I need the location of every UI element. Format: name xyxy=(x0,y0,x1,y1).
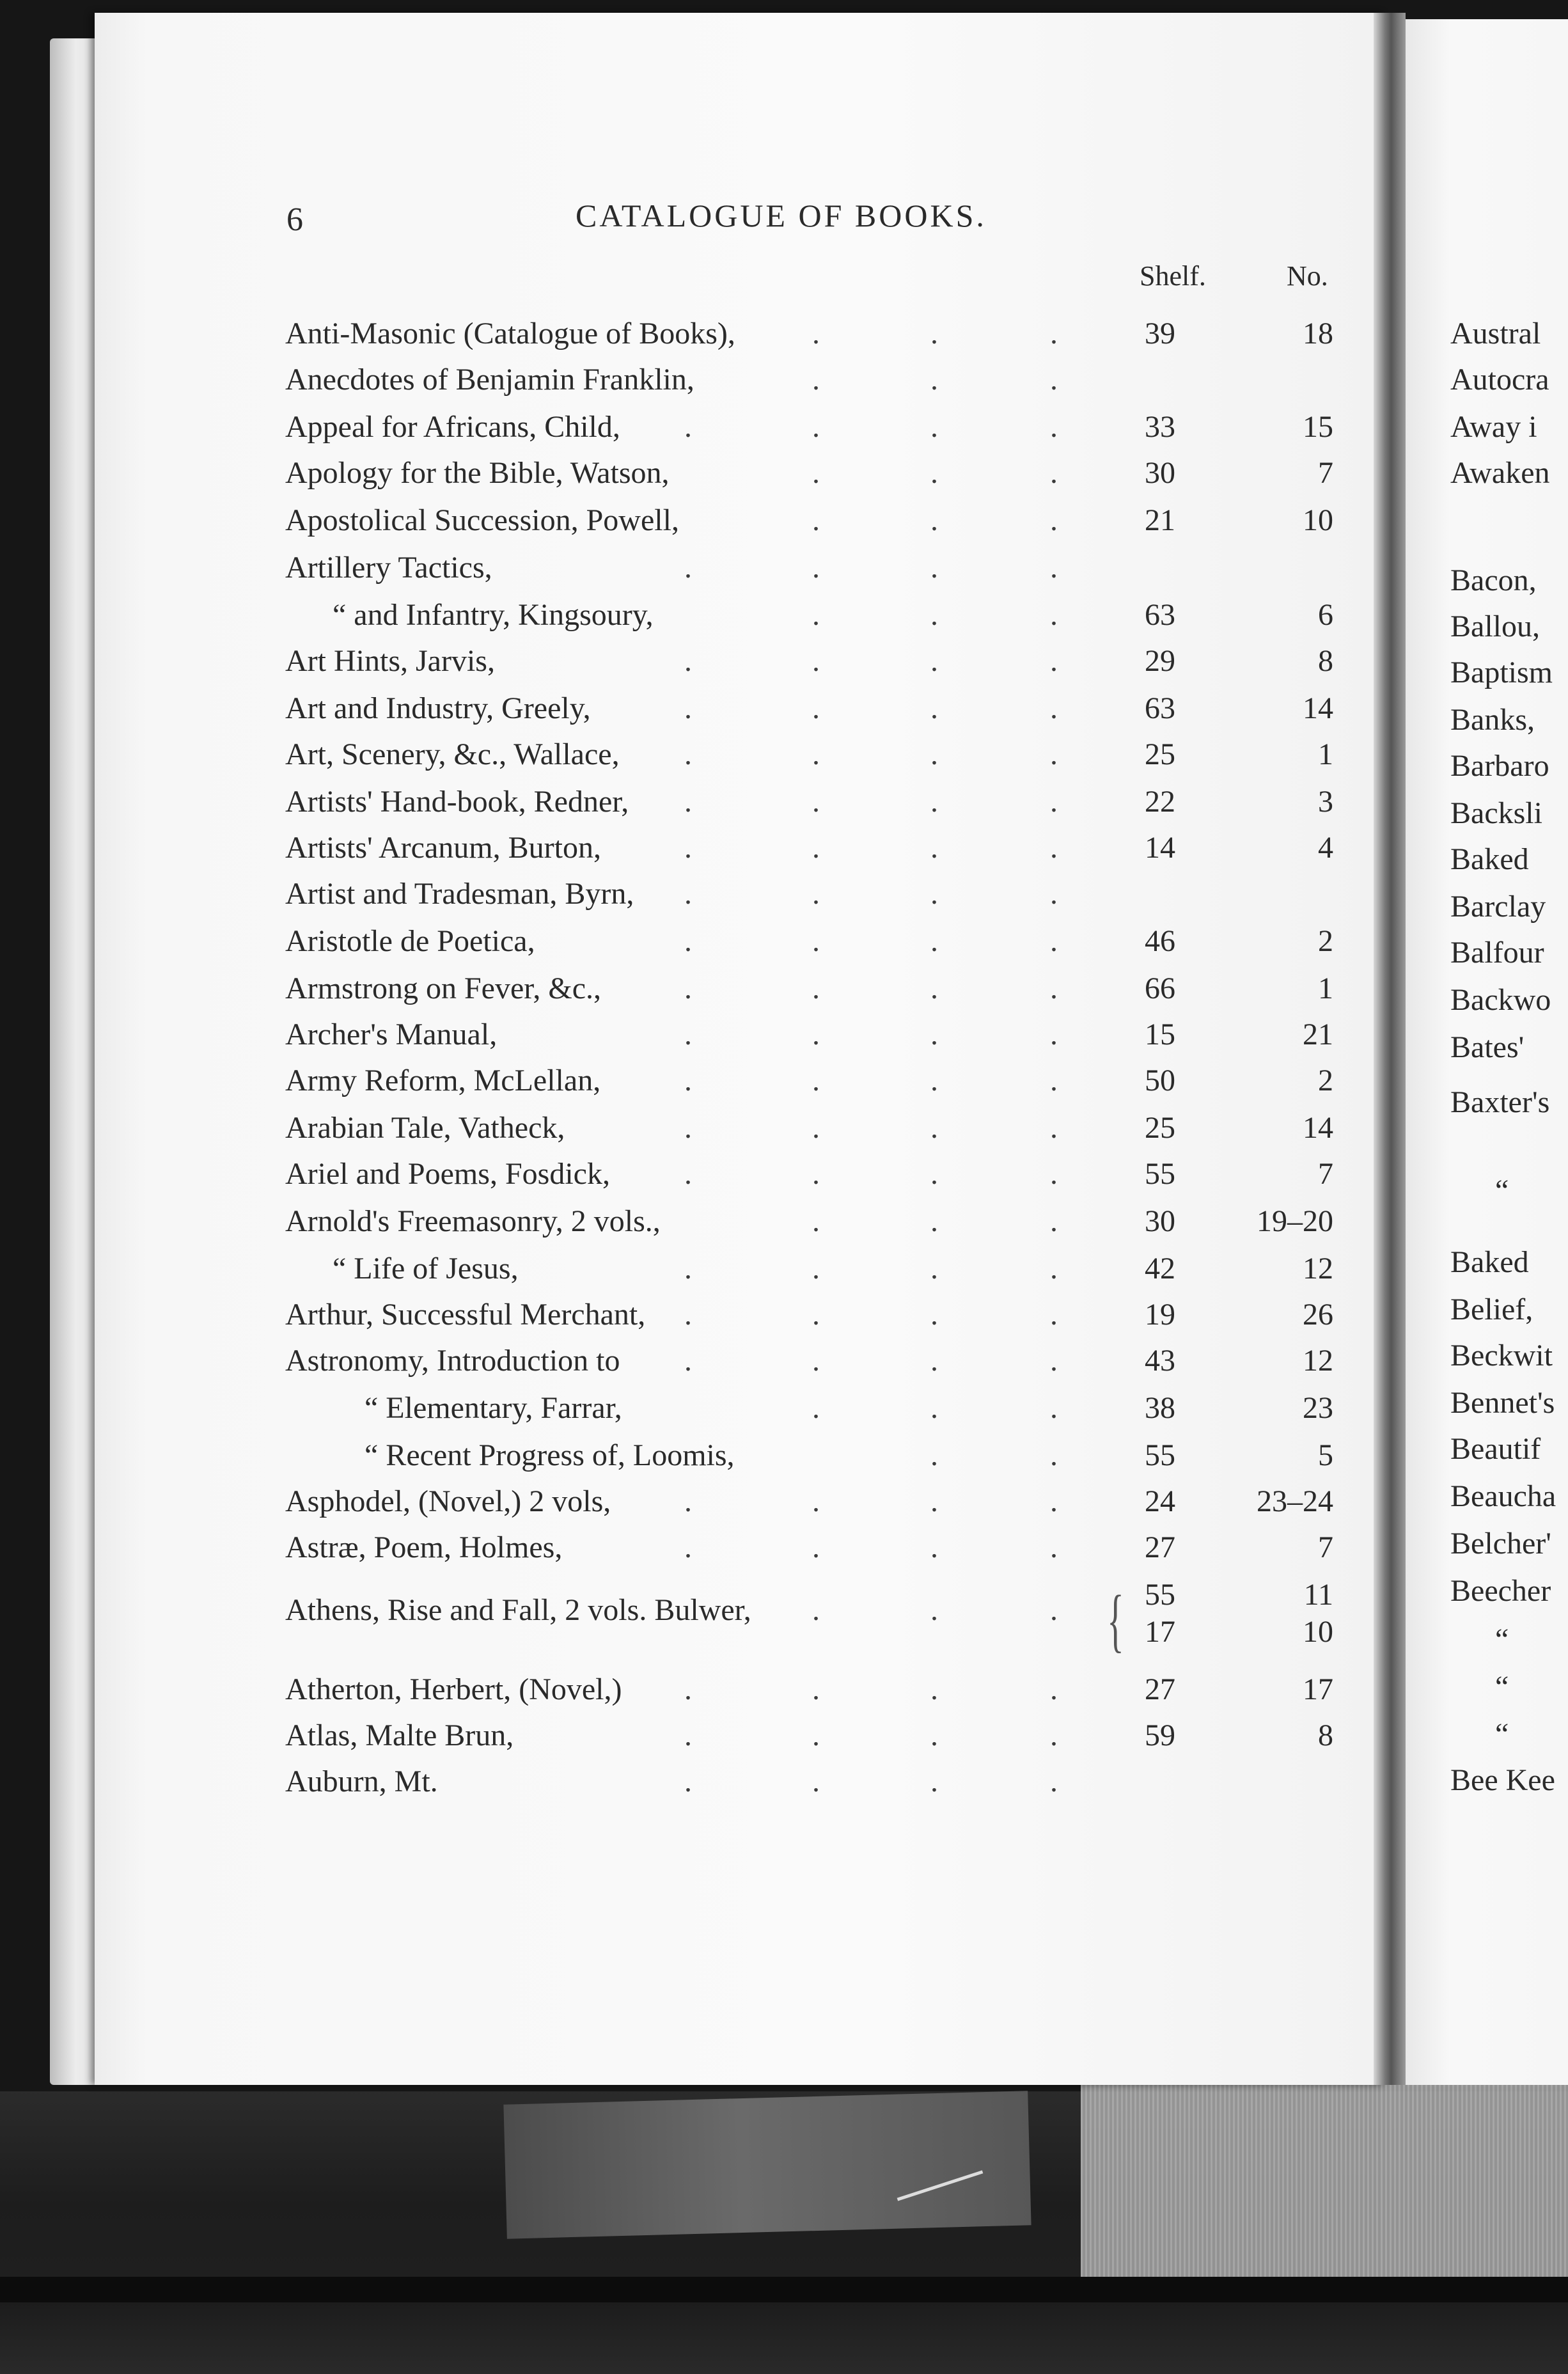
leader-dot: . xyxy=(1050,1018,1058,1051)
leader-dot: . xyxy=(812,785,820,819)
facing-entry: Beecher xyxy=(1450,1574,1551,1608)
leader-dot: . xyxy=(930,1438,938,1472)
leader-dot: . xyxy=(684,1344,692,1378)
dark-bar xyxy=(0,2277,1568,2302)
leader-dot: . xyxy=(930,1204,938,1238)
entry-shelf: 42 xyxy=(1145,1252,1175,1285)
leader-dot: . xyxy=(930,877,938,911)
floor-strip xyxy=(0,2302,1568,2374)
catalogue-entry xyxy=(0,1578,1407,1649)
leader-dot: . xyxy=(1050,831,1058,865)
leader-dot: . xyxy=(684,1530,692,1564)
leader-dot: . xyxy=(930,691,938,725)
entry-number: 21 xyxy=(1303,1018,1333,1051)
entry-shelf: 30 xyxy=(1145,456,1175,490)
facing-entry: Baked xyxy=(1450,1245,1529,1279)
leader-dot: . xyxy=(1050,1438,1058,1472)
entry-title: Appeal for Africans, Child, xyxy=(285,410,620,444)
entry-title: Asphodel, (Novel,) 2 vols, xyxy=(285,1484,611,1518)
entry-title: Arnold's Freemasonry, 2 vols., xyxy=(285,1204,661,1238)
leader-dot: . xyxy=(1050,1484,1058,1518)
wooden-board xyxy=(503,2091,1031,2238)
entry-number-second: 10 xyxy=(1303,1615,1333,1649)
entry-title: Armstrong on Fever, &c., xyxy=(285,971,601,1005)
catalogue-entry xyxy=(0,1343,1407,1381)
leader-dot: . xyxy=(1050,598,1058,632)
facing-entry: “ xyxy=(1495,1623,1509,1656)
leader-dot: . xyxy=(684,1718,692,1752)
page-number: 6 xyxy=(286,201,303,238)
catalogue-entry xyxy=(0,1156,1407,1195)
leader-dot: . xyxy=(684,1298,692,1332)
leader-dot: . xyxy=(812,1484,820,1518)
catalogue-entry xyxy=(0,1718,1407,1756)
leader-dot: . xyxy=(684,971,692,1005)
leader-dot: . xyxy=(1050,644,1058,678)
entry-shelf: 25 xyxy=(1145,737,1175,771)
entry-title: Atherton, Herbert, (Novel,) xyxy=(285,1672,622,1706)
entry-number: 5 xyxy=(1318,1438,1333,1472)
catalogue-entry xyxy=(0,597,1407,636)
entry-shelf: 24 xyxy=(1145,1484,1175,1518)
facing-entry: “ xyxy=(1495,1670,1509,1704)
leader-dot: . xyxy=(684,737,692,771)
leader-dot: . xyxy=(684,1064,692,1097)
entry-number: 17 xyxy=(1303,1672,1333,1706)
entry-number: 23 xyxy=(1303,1391,1333,1425)
entry-title: “ Recent Progress of, Loomis, xyxy=(365,1438,735,1472)
catalogue-entry xyxy=(0,455,1407,494)
leader-dot: . xyxy=(1050,785,1058,819)
entry-number: 1 xyxy=(1318,971,1333,1005)
entry-shelf: 55 xyxy=(1145,1438,1175,1472)
leader-dot: . xyxy=(1050,410,1058,444)
entry-title: Artists' Arcanum, Burton, xyxy=(285,831,601,865)
leader-dot: . xyxy=(930,1252,938,1285)
entry-shelf: 55 xyxy=(1145,1578,1175,1612)
leader-dot: . xyxy=(812,1718,820,1752)
entry-number: 1 xyxy=(1318,737,1333,771)
leader-dot: . xyxy=(812,456,820,490)
entry-number: 14 xyxy=(1303,1111,1333,1145)
leader-dot: . xyxy=(812,1344,820,1378)
leader-dot: . xyxy=(930,1718,938,1752)
entry-title: Astræ, Poem, Holmes, xyxy=(285,1530,563,1564)
leader-dot: . xyxy=(812,924,820,958)
entry-title: Apology for the Bible, Watson, xyxy=(285,456,670,490)
entry-title: Athens, Rise and Fall, 2 vols. Bulwer, xyxy=(285,1593,751,1627)
facing-entry: Ballou, xyxy=(1450,609,1540,643)
leader-dot: . xyxy=(930,1344,938,1378)
entry-title: Ariel and Poems, Fosdick, xyxy=(285,1157,610,1191)
entry-title: Auburn, Mt. xyxy=(285,1765,438,1798)
entry-number: 2 xyxy=(1318,924,1333,958)
facing-entry: Baptism xyxy=(1450,656,1553,689)
catalogue-entry xyxy=(0,316,1407,354)
leader-dot: . xyxy=(930,1530,938,1564)
entry-shelf: 38 xyxy=(1145,1391,1175,1425)
entry-number: 12 xyxy=(1303,1344,1333,1378)
entry-number: 8 xyxy=(1318,1718,1333,1752)
leader-dot: . xyxy=(812,1593,820,1627)
catalogue-entry xyxy=(0,1438,1407,1476)
leader-dot: . xyxy=(930,644,938,678)
leader-dot: . xyxy=(1050,1204,1058,1238)
leader-dot: . xyxy=(684,1672,692,1706)
entry-number: 6 xyxy=(1318,598,1333,632)
entry-shelf: 27 xyxy=(1145,1672,1175,1706)
leader-dot: . xyxy=(1050,363,1058,397)
leader-dot: . xyxy=(684,551,692,585)
leader-dot: . xyxy=(812,1672,820,1706)
catalogue-entry xyxy=(0,503,1407,541)
entry-number: 2 xyxy=(1318,1064,1333,1097)
entry-number: 26 xyxy=(1303,1298,1333,1332)
catalogue-entry xyxy=(0,691,1407,729)
leader-dot: . xyxy=(930,1018,938,1051)
leader-dot: . xyxy=(930,971,938,1005)
entry-shelf: 63 xyxy=(1145,598,1175,632)
leader-dot: . xyxy=(930,1672,938,1706)
entry-number: 7 xyxy=(1318,1157,1333,1191)
facing-entry: Away i xyxy=(1450,410,1537,444)
entry-title: Apostolical Succession, Powell, xyxy=(285,503,679,537)
leader-dot: . xyxy=(1050,877,1058,911)
leader-dot: . xyxy=(930,785,938,819)
facing-entry: Baxter's xyxy=(1450,1085,1550,1119)
leader-dot: . xyxy=(812,971,820,1005)
catalogue-entry xyxy=(0,876,1407,915)
leader-dot: . xyxy=(812,1252,820,1285)
facing-entry: Bee Kee xyxy=(1450,1763,1555,1797)
catalogue-entry xyxy=(0,924,1407,962)
leader-dot: . xyxy=(930,1593,938,1627)
leader-dot: . xyxy=(812,551,820,585)
leader-dot: . xyxy=(930,1484,938,1518)
leader-dot: . xyxy=(684,1252,692,1285)
entry-number: 18 xyxy=(1303,317,1333,350)
entry-shelf: 39 xyxy=(1145,317,1175,350)
entry-number: 14 xyxy=(1303,691,1333,725)
catalogue-entry xyxy=(0,1110,1407,1149)
leader-dot: . xyxy=(930,551,938,585)
leader-dot: . xyxy=(812,1111,820,1145)
facing-entry: Balfour xyxy=(1450,936,1544,970)
catalogue-entry xyxy=(0,830,1407,869)
catalogue-entry xyxy=(0,550,1407,588)
leader-dot: . xyxy=(812,1204,820,1238)
entry-title: Artillery Tactics, xyxy=(285,551,492,585)
leader-dot: . xyxy=(684,1484,692,1518)
entry-number: 3 xyxy=(1318,785,1333,819)
leader-dot: . xyxy=(812,1765,820,1798)
entry-title: Art Hints, Jarvis, xyxy=(285,644,495,678)
facing-entry: Barbaro xyxy=(1450,749,1549,783)
entry-title: Artist and Tradesman, Byrn, xyxy=(285,877,634,911)
leader-dot: . xyxy=(930,831,938,865)
entry-shelf: 14 xyxy=(1145,831,1175,865)
leader-dot: . xyxy=(930,317,938,350)
leader-dot: . xyxy=(1050,691,1058,725)
leader-dot: . xyxy=(1050,1111,1058,1145)
catalogue-entry xyxy=(0,1672,1407,1710)
leader-dot: . xyxy=(684,1018,692,1051)
entry-number: 8 xyxy=(1318,644,1333,678)
entry-title: “ and Infantry, Kingsoury, xyxy=(333,598,654,632)
entry-title: Arthur, Successful Merchant, xyxy=(285,1298,646,1332)
facing-entry: Bates' xyxy=(1450,1030,1525,1064)
leader-dot: . xyxy=(1050,1391,1058,1425)
entry-shelf-second: 17 xyxy=(1145,1615,1175,1649)
entry-number: 4 xyxy=(1318,831,1333,865)
leader-dot: . xyxy=(812,598,820,632)
facing-entry: Awaken xyxy=(1450,456,1550,490)
leader-dot: . xyxy=(812,317,820,350)
leader-dot: . xyxy=(684,831,692,865)
entry-shelf: 46 xyxy=(1145,924,1175,958)
entry-number: 7 xyxy=(1318,1530,1333,1564)
leader-dot: . xyxy=(812,503,820,537)
facing-entry: Beautif xyxy=(1450,1432,1541,1466)
leader-dot: . xyxy=(1050,1765,1058,1798)
brace-mark: { xyxy=(1107,1581,1124,1659)
catalogue-entry xyxy=(0,362,1407,400)
leader-dot: . xyxy=(930,598,938,632)
entry-shelf: 50 xyxy=(1145,1064,1175,1097)
entry-shelf: 25 xyxy=(1145,1111,1175,1145)
leader-dot: . xyxy=(930,503,938,537)
leader-dot: . xyxy=(812,363,820,397)
entry-number: 15 xyxy=(1303,410,1333,444)
entry-shelf: 43 xyxy=(1145,1344,1175,1378)
entry-title: “ Elementary, Farrar, xyxy=(365,1391,622,1425)
page-running-title: CATALOGUE OF BOOKS. xyxy=(576,198,987,233)
catalogue-entry xyxy=(0,1764,1407,1802)
entry-shelf: 15 xyxy=(1145,1018,1175,1051)
entry-shelf: 66 xyxy=(1145,971,1175,1005)
facing-entry: Autocra xyxy=(1450,363,1549,397)
facing-entry: Banks, xyxy=(1450,703,1535,737)
entry-shelf: 29 xyxy=(1145,644,1175,678)
facing-entry: Belcher' xyxy=(1450,1527,1551,1560)
entry-title: Art and Industry, Greely, xyxy=(285,691,591,725)
leader-dot: . xyxy=(1050,1672,1058,1706)
catalogue-entry xyxy=(0,1017,1407,1055)
entry-shelf: 30 xyxy=(1145,1204,1175,1238)
entry-number: 23–24 xyxy=(1257,1484,1333,1518)
leader-dot: . xyxy=(1050,1298,1058,1332)
entry-shelf: 33 xyxy=(1145,410,1175,444)
leader-dot: . xyxy=(1050,1344,1058,1378)
entry-title: Art, Scenery, &c., Wallace, xyxy=(285,737,620,771)
leader-dot: . xyxy=(812,877,820,911)
facing-entry: Beaucha xyxy=(1450,1479,1556,1513)
leader-dot: . xyxy=(684,1111,692,1145)
leader-dot: . xyxy=(1050,503,1058,537)
catalogue-entry xyxy=(0,1530,1407,1568)
leader-dot: . xyxy=(1050,924,1058,958)
leader-dot: . xyxy=(930,410,938,444)
entry-title: Army Reform, McLellan, xyxy=(285,1064,601,1097)
facing-entry: “ xyxy=(1495,1717,1509,1751)
facing-entry: Baked xyxy=(1450,842,1529,876)
leader-dot: . xyxy=(812,644,820,678)
entry-title: Anti-Masonic (Catalogue of Books), xyxy=(285,317,735,350)
catalogue-entry xyxy=(0,1204,1407,1242)
catalogue-entry xyxy=(0,737,1407,775)
entry-shelf: 59 xyxy=(1145,1718,1175,1752)
number-column-header: No. xyxy=(1287,260,1328,292)
leader-dot: . xyxy=(684,644,692,678)
facing-entry: Austral xyxy=(1450,317,1541,350)
leader-dot: . xyxy=(930,1298,938,1332)
leader-dot: . xyxy=(1050,1718,1058,1752)
leader-dot: . xyxy=(684,410,692,444)
leader-dot: . xyxy=(1050,456,1058,490)
leader-dot: . xyxy=(930,924,938,958)
leader-dot: . xyxy=(1050,1064,1058,1097)
leader-dot: . xyxy=(812,737,820,771)
catalogue-entry xyxy=(0,643,1407,682)
leader-dot: . xyxy=(930,1765,938,1798)
catalogue-entry xyxy=(0,409,1407,448)
leader-dot: . xyxy=(930,456,938,490)
leader-dot: . xyxy=(812,410,820,444)
facing-entry: Barclay xyxy=(1450,890,1546,924)
entry-number: 19–20 xyxy=(1257,1204,1333,1238)
entry-number: 12 xyxy=(1303,1252,1333,1285)
entry-shelf: 21 xyxy=(1145,503,1175,537)
leader-dot: . xyxy=(930,1111,938,1145)
catalogue-entry xyxy=(0,1484,1407,1522)
facing-entry: Backwo xyxy=(1450,983,1551,1017)
leader-dot: . xyxy=(930,1391,938,1425)
facing-entry: Bacon, xyxy=(1450,563,1537,597)
facing-entry: Beckwit xyxy=(1450,1339,1553,1372)
entry-title: Arabian Tale, Vatheck, xyxy=(285,1111,565,1145)
entry-number: 7 xyxy=(1318,456,1333,490)
cloth-background xyxy=(1081,2085,1568,2296)
leader-dot: . xyxy=(1050,1157,1058,1191)
leader-dot: . xyxy=(812,831,820,865)
leader-dot: . xyxy=(930,363,938,397)
leader-dot: . xyxy=(684,785,692,819)
entry-title: Astronomy, Introduction to xyxy=(285,1344,620,1378)
catalogue-entry xyxy=(0,1390,1407,1429)
leader-dot: . xyxy=(684,1157,692,1191)
leader-dot: . xyxy=(930,1157,938,1191)
leader-dot: . xyxy=(812,1530,820,1564)
leader-dot: . xyxy=(812,1064,820,1097)
entry-title: Archer's Manual, xyxy=(285,1018,498,1051)
leader-dot: . xyxy=(1050,737,1058,771)
entry-shelf: 22 xyxy=(1145,785,1175,819)
leader-dot: . xyxy=(812,1391,820,1425)
leader-dot: . xyxy=(1050,1593,1058,1627)
entry-shelf: 27 xyxy=(1145,1530,1175,1564)
leader-dot: . xyxy=(1050,551,1058,585)
entry-title: “ Life of Jesus, xyxy=(333,1252,519,1285)
leader-dot: . xyxy=(684,691,692,725)
entry-shelf: 55 xyxy=(1145,1157,1175,1191)
catalogue-entry xyxy=(0,784,1407,822)
catalogue-entry xyxy=(0,971,1407,1009)
leader-dot: . xyxy=(812,1298,820,1332)
leader-dot: . xyxy=(1050,317,1058,350)
entry-title: Atlas, Malte Brun, xyxy=(285,1718,514,1752)
leader-dot: . xyxy=(684,924,692,958)
leader-dot: . xyxy=(1050,1252,1058,1285)
facing-entry: Belief, xyxy=(1450,1293,1533,1326)
catalogue-entry xyxy=(0,1251,1407,1289)
leader-dot: . xyxy=(1050,1530,1058,1564)
entry-title: Anecdotes of Benjamin Franklin, xyxy=(285,363,694,397)
leader-dot: . xyxy=(684,877,692,911)
entry-number: 10 xyxy=(1303,503,1333,537)
leader-dot: . xyxy=(930,1064,938,1097)
leader-dot: . xyxy=(812,1018,820,1051)
entry-title: Aristotle de Poetica, xyxy=(285,924,535,958)
facing-entry: Backsli xyxy=(1450,796,1542,830)
entry-shelf: 63 xyxy=(1145,691,1175,725)
leader-dot: . xyxy=(1050,971,1058,1005)
entry-number: 11 xyxy=(1303,1578,1333,1612)
shelf-column-header: Shelf. xyxy=(1140,260,1206,292)
leader-dot: . xyxy=(812,691,820,725)
leader-dot: . xyxy=(930,737,938,771)
entry-title: Artists' Hand-book, Redner, xyxy=(285,785,629,819)
catalogue-entry xyxy=(0,1063,1407,1101)
facing-entry: “ xyxy=(1495,1174,1509,1207)
leader-dot: . xyxy=(684,1765,692,1798)
facing-entry: Bennet's xyxy=(1450,1386,1555,1420)
catalogue-entry xyxy=(0,1297,1407,1335)
entry-shelf: 19 xyxy=(1145,1298,1175,1332)
leader-dot: . xyxy=(812,1157,820,1191)
